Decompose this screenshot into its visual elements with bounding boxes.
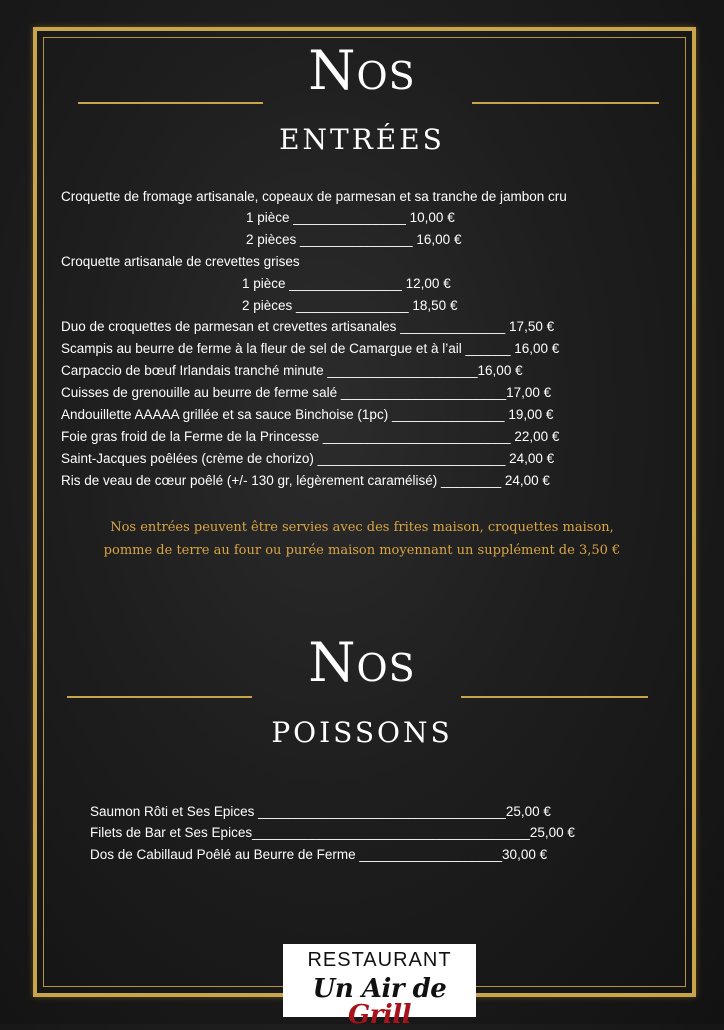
poisson-line: Saumon Rôti et Ses Epices _________________________________25,00 €	[90, 804, 551, 819]
entree-line: Foie gras froid de la Ferme de la Princesse _________________________ 22,00 €	[61, 429, 560, 444]
entrees-title-line2: entrées	[279, 113, 445, 159]
entree-line: Saint-Jacques poêlées (crème de chorizo) _________________________ 24,00 €	[61, 451, 555, 466]
entrees-note-line1: Nos entrées peuvent être servies avec des frites maison, croquettes maison,	[110, 520, 614, 535]
entree-line: 2 pièces _______________ 18,50 €	[242, 298, 458, 313]
entree-line: Scampis au beurre de ferme à la fleur de sel de Camargue et à l’ail ______ 16,00 €	[61, 341, 560, 356]
poissons-title-rule-right	[461, 696, 648, 698]
logo-name	[283, 976, 476, 1028]
logo-restaurant-text: RESTAURANT	[307, 949, 452, 971]
entrees-title-rule-left	[78, 102, 263, 104]
entree-line: 1 pièce _______________ 10,00 €	[246, 210, 455, 225]
entrees-note-line2: pomme de terre au four ou purée maison moyennant un supplément de 3,50 €	[103, 543, 621, 558]
entree-line: Carpaccio de bœuf Irlandais tranché minute ____________________16,00 €	[61, 363, 523, 378]
entrees-title-line1: Nos	[308, 39, 416, 102]
entree-line: Croquette de fromage artisanale, copeaux de parmesan et sa tranche de jambon cru	[61, 189, 567, 204]
entree-line: Croquette artisanale de crevettes grises	[61, 254, 300, 269]
logo-name-part2: Grill	[347, 1000, 412, 1030]
poissons-title-line2: poissons	[271, 706, 453, 752]
gold-frame-inner	[43, 37, 686, 987]
poissons-title-rule-left	[67, 696, 252, 698]
entree-line: Ris de veau de cœur poêlé (+/- 130 gr, légèrement caramélisé) ________ 24,00 €	[61, 473, 550, 488]
entrees-title-rule-right	[472, 102, 659, 104]
entree-line: Duo de croquettes de parmesan et crevettes artisanales ______________ 17,50 €	[61, 319, 555, 334]
logo-name-part1: Un Air de	[312, 974, 447, 1004]
entree-line: 1 pièce _______________ 12,00 €	[242, 276, 451, 291]
restaurant-logo	[283, 944, 476, 1030]
poissons-title-line1: Nos	[308, 631, 416, 694]
entree-line: Cuisses de grenouille au beurre de ferme salé ______________________17,00 €	[61, 385, 552, 400]
poisson-line: Filets de Bar et Ses Epices_____________________________________25,00 €	[90, 825, 575, 840]
poisson-line: Dos de Cabillaud Poêlé au Beurre de Ferme ___________________30,00 €	[90, 847, 548, 862]
entree-line: Andouillette AAAAA grillée et sa sauce Binchoise (1pc) _______________ 19,00 €	[61, 407, 554, 422]
entree-line: 2 pièces _______________ 16,00 €	[246, 232, 462, 247]
